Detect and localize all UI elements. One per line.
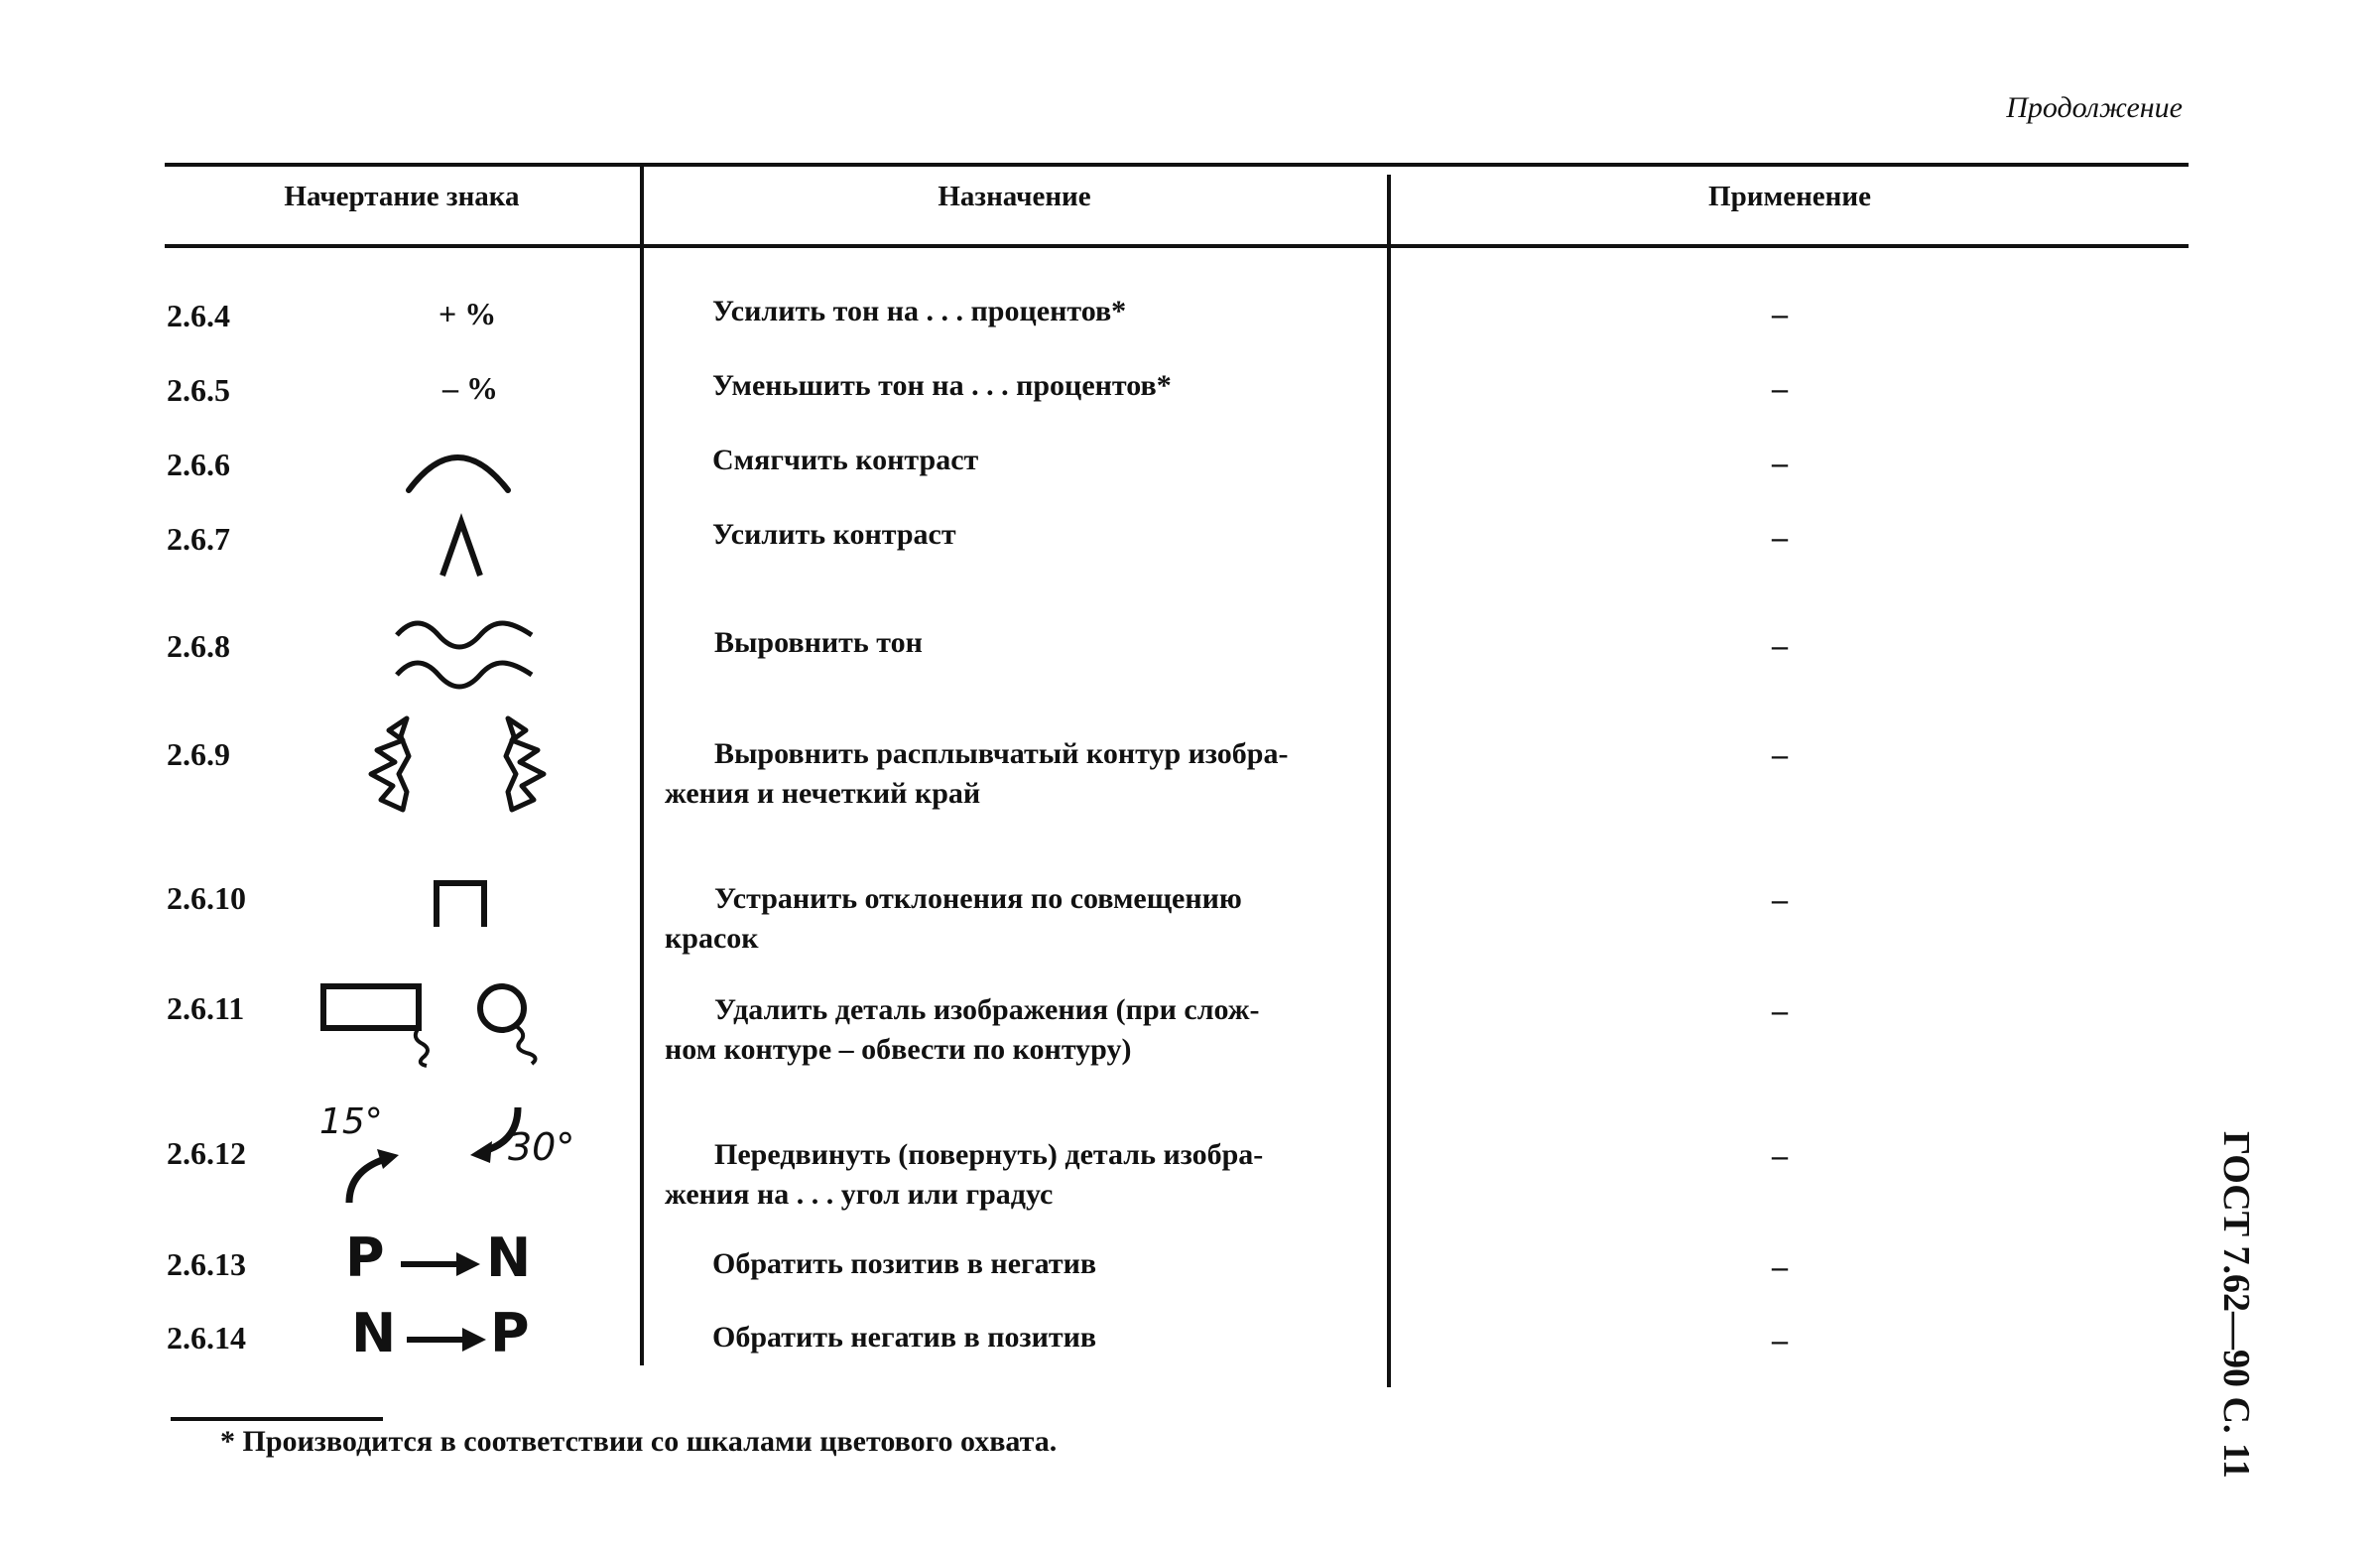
desc-line: Устранить отклонения по совмещению	[714, 882, 1242, 915]
caret-icon	[437, 518, 486, 580]
desc-line: жения и нечеткий край	[665, 777, 981, 810]
minus-percent-icon: – %	[442, 370, 498, 406]
row-number: 2.6.14	[167, 1320, 246, 1356]
row-number: 2.6.4	[167, 298, 230, 333]
angle-15-label: 15°	[319, 1101, 383, 1142]
row-usage: –	[1772, 1248, 1788, 1284]
desc-line: Уменьшить тон на . . . процентов*	[712, 369, 1172, 402]
desc-line: Удалить деталь изображения (при слож-	[714, 993, 1260, 1026]
gate-icon	[431, 877, 490, 929]
header-symbol: Начертание знака	[284, 181, 520, 212]
page-side-label: ГОСТ 7.62—90 С. 11	[2215, 1131, 2257, 1479]
table-header-rule	[165, 244, 2189, 248]
row-usage: –	[1772, 445, 1788, 480]
row-description	[665, 879, 1369, 959]
n-letter: N	[486, 1227, 532, 1289]
row-usage: –	[1772, 519, 1788, 555]
row-description	[712, 1318, 1096, 1357]
zigzag-brackets-icon	[363, 714, 552, 820]
footnote: * Производится в соответствии со шкалами цветового охвата.	[220, 1425, 1058, 1458]
continuation-label: Продолжение	[2006, 91, 2183, 124]
desc-line: Передвинуть (повернуть) деталь изобра-	[714, 1138, 1264, 1171]
row-number: 2.6.13	[167, 1246, 246, 1282]
desc-line: Обратить негатив в позитив	[712, 1321, 1097, 1354]
plus-percent-icon: + %	[438, 296, 497, 331]
row-number: 2.6.10	[167, 880, 246, 916]
double-wave-icon	[393, 617, 538, 687]
row-usage: –	[1772, 1322, 1788, 1357]
p-letter: P	[490, 1302, 530, 1364]
row-usage: –	[1772, 992, 1788, 1028]
row-usage: –	[1772, 296, 1788, 331]
desc-line: Выровнить тон	[714, 626, 923, 659]
desc-line: Усилить тон на . . . процентов*	[712, 295, 1127, 327]
p-letter: P	[345, 1227, 385, 1289]
row-number: 2.6.5	[167, 372, 230, 408]
row-description	[712, 515, 956, 555]
row-number: 2.6.9	[167, 736, 230, 772]
row-usage: –	[1772, 627, 1788, 663]
row-number: 2.6.7	[167, 521, 230, 557]
desc-line: ном контуре – обвести по контуру)	[665, 1033, 1132, 1066]
header-purpose: Назначение	[938, 181, 1091, 212]
row-usage: –	[1772, 1137, 1788, 1173]
column-divider-1	[640, 165, 644, 1365]
arc-icon	[405, 445, 514, 496]
row-usage: –	[1772, 370, 1788, 406]
row-usage: –	[1772, 736, 1788, 772]
angle-30-label: 30°	[508, 1125, 575, 1169]
row-description	[665, 734, 1369, 814]
row-description	[665, 990, 1369, 1070]
footnote-rule	[171, 1417, 383, 1421]
row-number: 2.6.6	[167, 447, 230, 482]
row-description	[665, 1135, 1369, 1215]
desc-line: красок	[665, 922, 759, 955]
header-usage: Применение	[1708, 181, 1871, 212]
column-divider-2	[1387, 175, 1391, 1387]
table-top-rule	[165, 163, 2189, 167]
row-description	[712, 366, 1172, 406]
desc-line: Смягчить контраст	[712, 444, 979, 476]
row-description	[712, 441, 978, 480]
desc-line: жения на . . . угол или градус	[665, 1178, 1054, 1211]
n-letter: N	[351, 1302, 397, 1364]
desc-line: Выровнить расплывчатый контур изобра-	[714, 737, 1289, 770]
desc-line: Усилить контраст	[712, 518, 956, 551]
row-number: 2.6.8	[167, 628, 230, 664]
row-number: 2.6.11	[167, 990, 245, 1026]
right-arrow-icon	[405, 1328, 488, 1352]
row-number: 2.6.12	[167, 1135, 246, 1171]
row-usage: –	[1772, 881, 1788, 917]
desc-line: Обратить позитив в негатив	[712, 1247, 1097, 1280]
row-description	[712, 1244, 1096, 1284]
row-description	[712, 292, 1126, 331]
row-description	[714, 623, 923, 663]
outline-remove-icon	[319, 978, 548, 1068]
right-arrow-icon	[399, 1252, 482, 1276]
